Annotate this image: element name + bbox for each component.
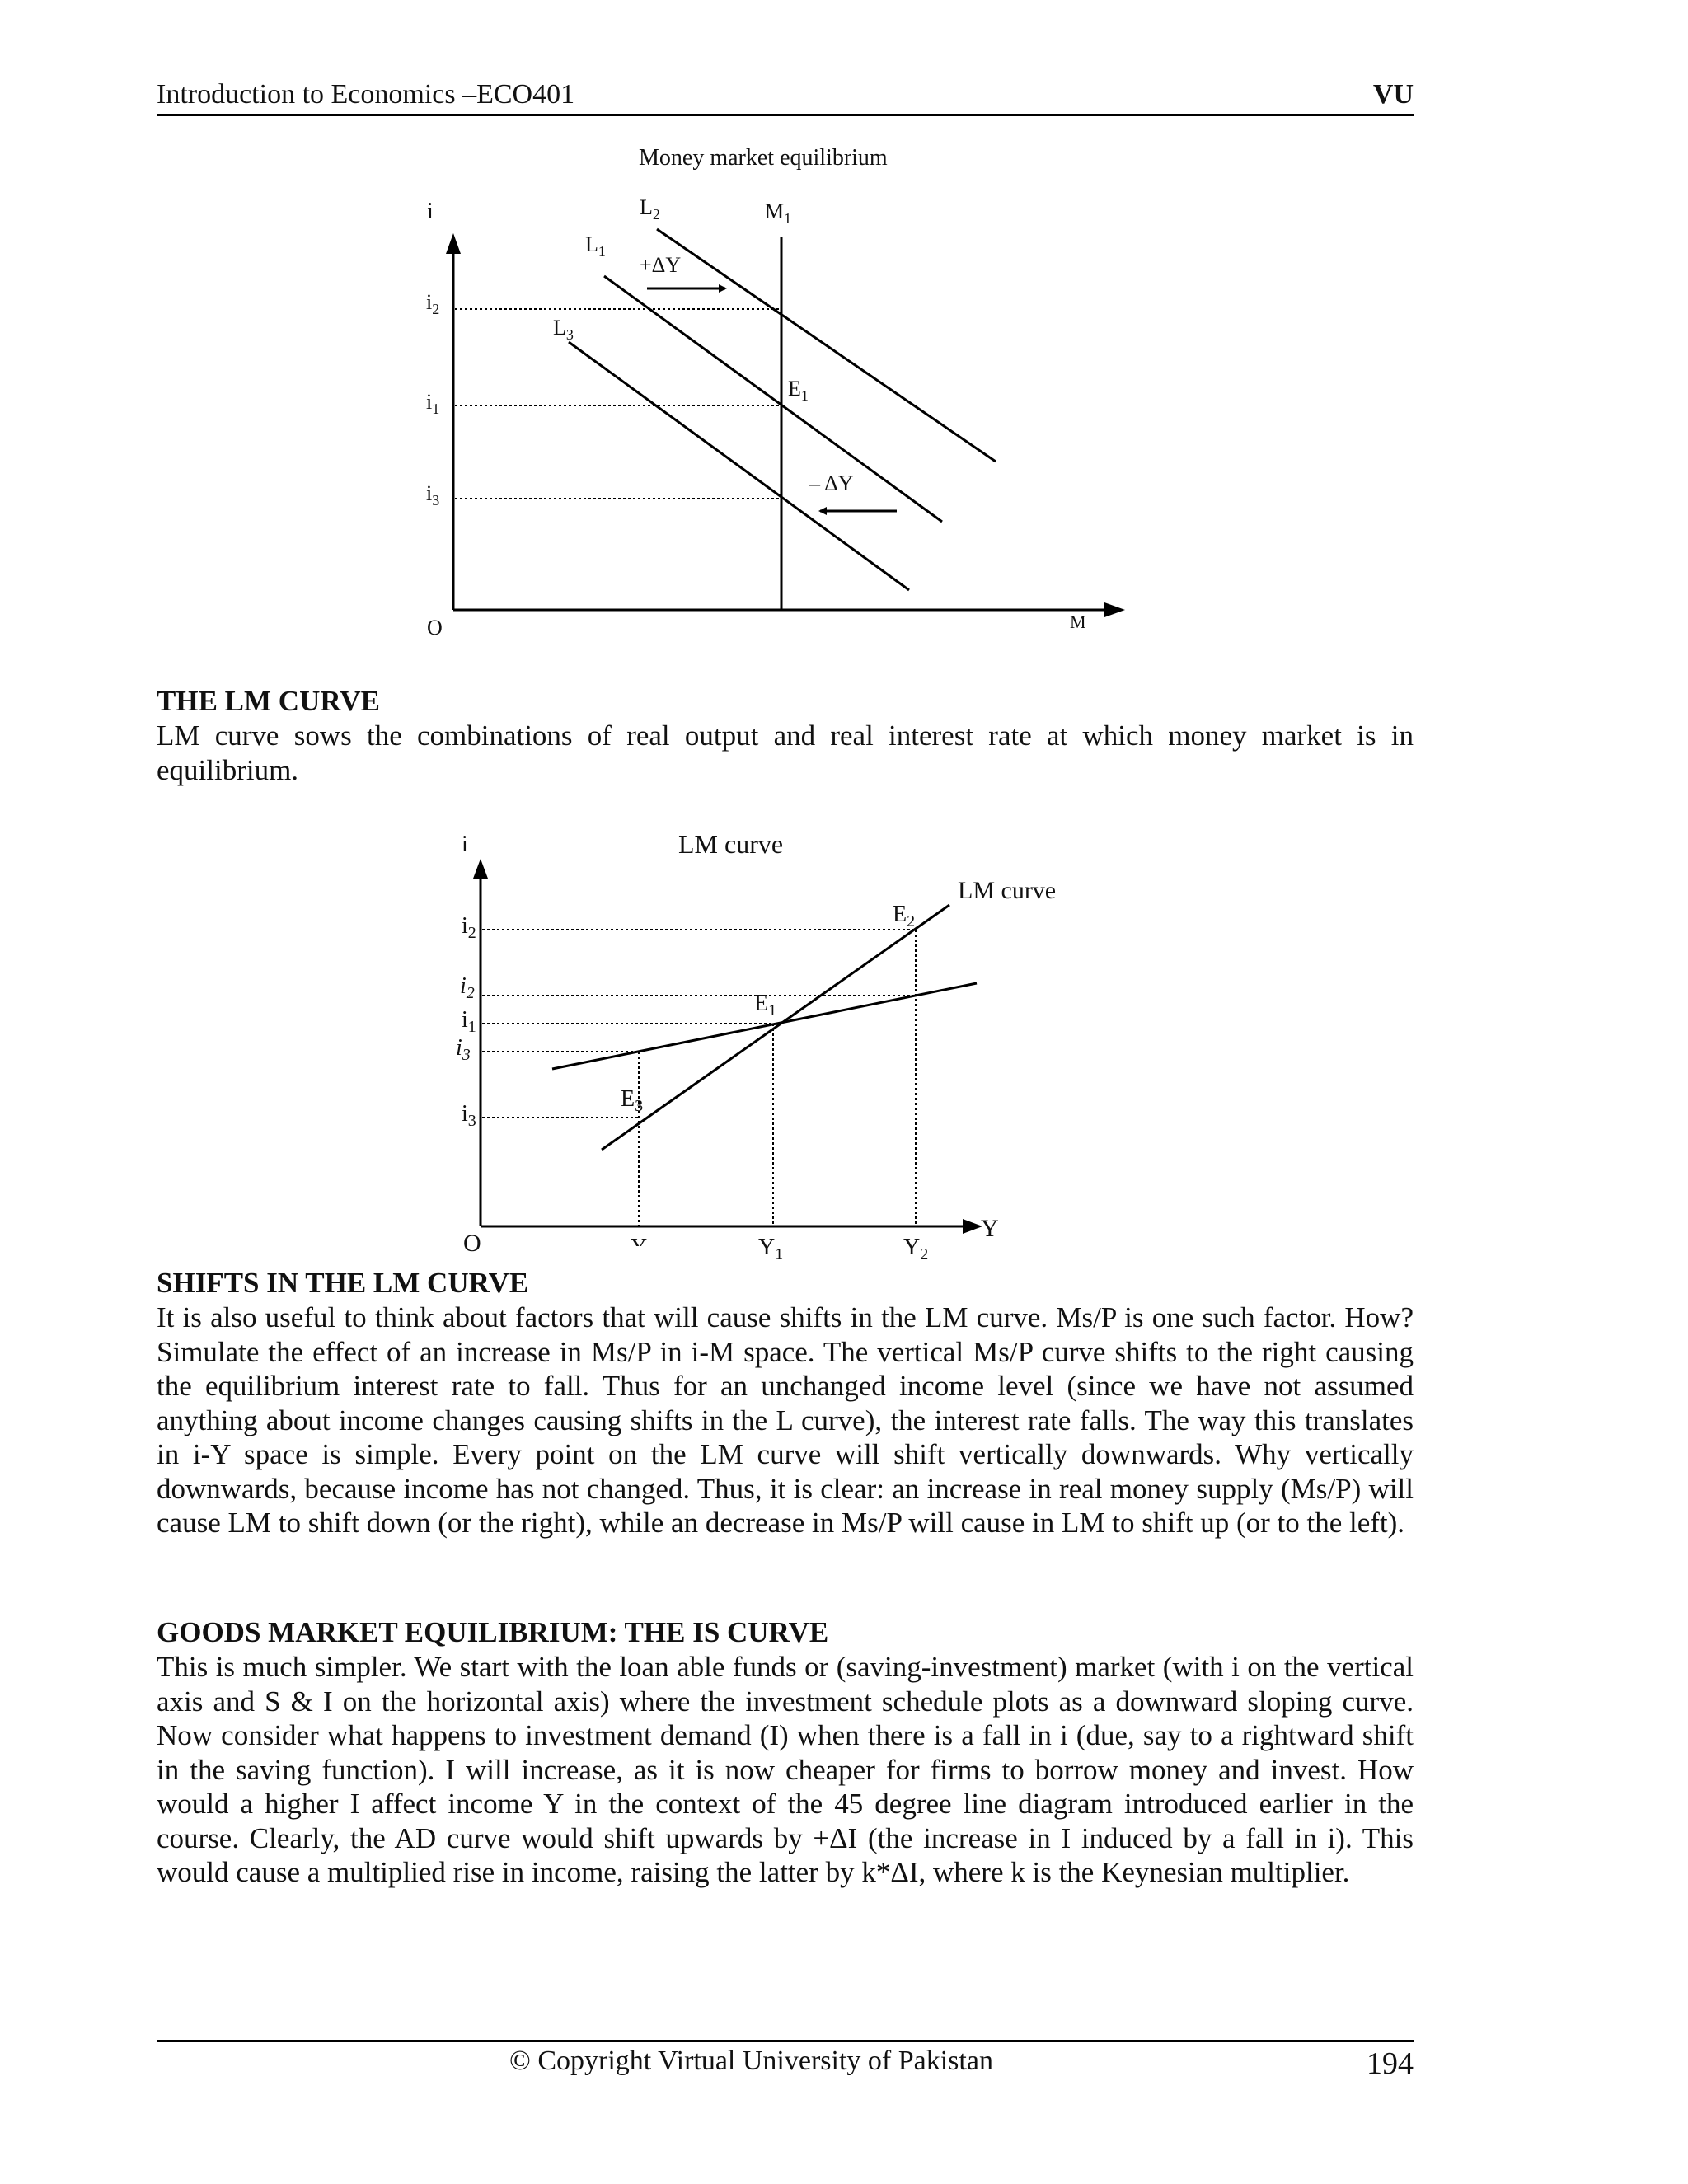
point-e2-label: $E_2$: [893, 902, 916, 930]
copyright-notice: © Copyright Virtual University of Pakistan: [509, 2046, 993, 2076]
figure2-rate-i3: $i_3$: [462, 1101, 476, 1130]
point-e3-label: $E_3$: [621, 1086, 644, 1115]
page-number: 194: [1367, 2046, 1414, 2081]
l1-label: $L_1$: [585, 232, 606, 260]
l2-label: $L_2$: [640, 195, 660, 223]
figure2-title: LM curve: [678, 829, 784, 859]
figure1-y-axis-label: i: [427, 199, 434, 224]
income-y1-label: $Y_1$: [758, 1235, 784, 1263]
figure1-rate-i2: $i_2$: [426, 290, 440, 317]
figure2-x-axis-label: Y: [981, 1215, 999, 1242]
figure2-origin-label: O: [463, 1230, 481, 1257]
figure1-x-axis-label: M: [1070, 612, 1086, 632]
is-curve-section: [157, 1615, 1414, 1890]
m1-label: $M_1$: [765, 199, 792, 227]
e1-label: $E_1$: [788, 377, 809, 404]
lm-curve-text: LM curve sows the combinations of real output and real interest rate at which money market is in equilibrium.: [157, 719, 1414, 786]
page-footer: [157, 2040, 1414, 2092]
figure2-rate-i2-italic: $i_2$: [460, 973, 475, 1002]
lm-curve-label: LM curve: [958, 877, 1057, 904]
lm-curve-steep: [602, 905, 950, 1150]
figure2-rate-i2: $i_2$: [462, 913, 476, 942]
lm-shifts-text: It is also useful to think about factors that will cause shifts in the LM curve. Ms/P is one such factor. How? Simulate the effect of an increase in Ms/P in i-M space. The vertical Ms/P curve shifts to the right causing the equilibrium interest rate to fall. Thus for an unchanged income level (since we have not assumed anything about income changes causing shifts in the L curve), the interest rate falls. The way this translates in i-Y space is simple. Every point on the LM curve will shift vertically downwards. Why vertically downwards, because income has not changed. Thus, it is clear: an increase in real money supply (Ms/P) will cause LM to shift down (or the right), while an decrease in Ms/P will cause in LM to shift up (or to the left).: [157, 1301, 1414, 1539]
figure1-title: Money market equilibrium: [639, 145, 888, 171]
increase-income-label: +ΔY: [640, 253, 682, 277]
point-e1-label: $E_1$: [754, 991, 777, 1019]
is-curve-heading: GOODS MARKET EQUILIBRIUM: THE IS CURVE: [157, 1616, 829, 1648]
institution-label: VU: [1372, 79, 1414, 110]
income-y2-label: $Y_2$: [903, 1235, 929, 1263]
figure2-rate-i3-italic: $i_3$: [456, 1035, 471, 1064]
figure2-rate-i1: $i_1$: [462, 1007, 476, 1036]
figure2-y-axis-label: i: [462, 832, 468, 857]
decrease-income-label: – ΔY: [809, 471, 854, 495]
is-curve-text: This is much simpler. We start with the loan able funds or (saving-investment) market (with i on the vertical axis and S & I on the horizontal axis) where the investment schedule plots as a downward sloping curve. Now consider what happens to investment demand (I) when there is a fall in i (due, say to a rightward shift in the saving function). I will increase, as it is now cheaper for firms to borrow money and invest. How would a higher I affect income Y in the context of the 45 degree line diagram introduced earlier in the course. Clearly, the AD curve would shift upwards by +ΔI (the increase in I induced by a fall in i). This would cause a multiplied rise in income, raising the latter by k*ΔI, where k is the Keynesian multiplier.: [157, 1651, 1414, 1888]
course-title: Introduction to Economics –ECO401: [157, 79, 575, 110]
figure1-rate-i1: $i_1$: [426, 390, 440, 417]
lm-shifts-section: [157, 1266, 1414, 1540]
figure2-x-arrow: [963, 1219, 982, 1234]
l3-label: $L_3$: [553, 316, 574, 343]
figure2-y-arrow: [473, 859, 488, 879]
lm-curve-heading: THE LM CURVE: [157, 685, 381, 717]
lm-shifts-heading: SHIFTS IN THE LM CURVE: [157, 1267, 529, 1299]
figure1-rate-i3: $i_3$: [426, 481, 440, 509]
figure1-origin-label: O: [427, 616, 443, 640]
